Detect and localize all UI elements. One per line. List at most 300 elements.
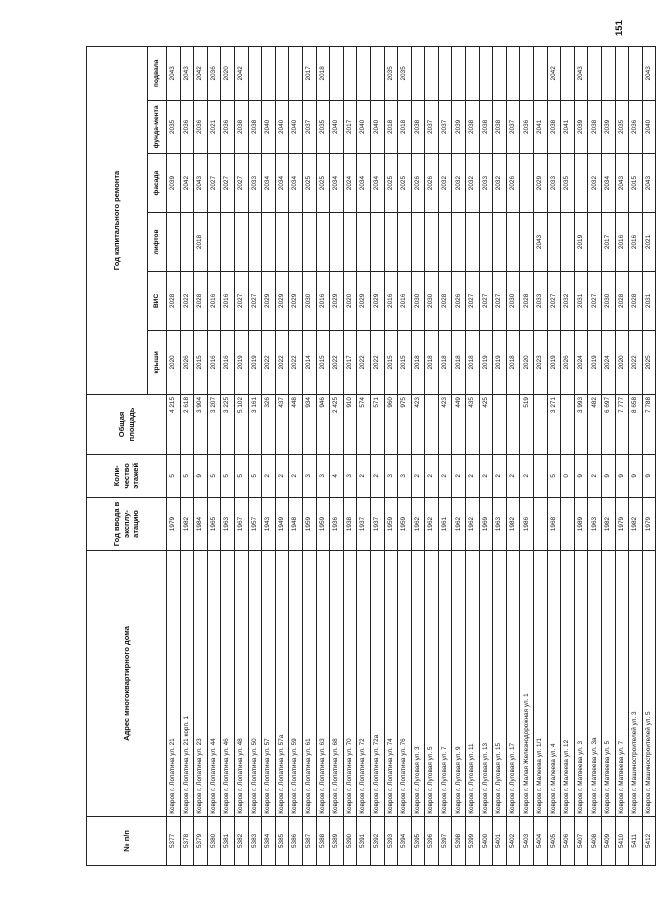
row-facade: [574, 154, 588, 213]
row-elevator: [425, 213, 439, 272]
row-number: 5391: [357, 816, 371, 865]
row-floors: 5: [248, 454, 262, 497]
row-year: 1989: [574, 497, 588, 551]
row-address: Ковров г. Лопатина ул. 21 корп. 1: [180, 551, 194, 817]
table-row: [302, 47, 316, 866]
row-facade: 2015: [629, 154, 643, 213]
row-facade: 2026: [425, 154, 439, 213]
row-year: 1937: [370, 497, 384, 551]
row-facade: 2029: [534, 154, 548, 213]
row-vis: 2029: [289, 271, 303, 330]
table-row: [370, 47, 384, 866]
row-floors: 2: [479, 454, 493, 497]
row-facade: 2032: [438, 154, 452, 213]
row-elevator: [180, 213, 194, 272]
row-number: 5409: [602, 816, 616, 865]
row-facade: 2039: [167, 154, 181, 213]
row-elevator: [316, 213, 330, 272]
row-basement: [479, 47, 493, 101]
row-roof: 2018: [452, 330, 466, 394]
row-vis: 2030: [602, 271, 616, 330]
row-facade: 2025: [384, 154, 398, 213]
row-roof: 2019: [493, 330, 507, 394]
row-elevator: [479, 213, 493, 272]
row-number: 5388: [316, 816, 330, 865]
row-number: 5380: [207, 816, 221, 865]
row-year: 1937: [357, 497, 371, 551]
row-address: Ковров г. Лопатина ул. 50: [248, 551, 262, 817]
row-address: Ковров г. Матвеева ул. 7: [615, 551, 629, 817]
row-floors: 9: [602, 454, 616, 497]
row-address: Ковров г. Машиностроителей ул. 3: [629, 551, 643, 817]
row-basement: [452, 47, 466, 101]
row-roof: 2015: [194, 330, 208, 394]
row-number: 5389: [330, 816, 344, 865]
row-roof: 2019: [547, 330, 561, 394]
row-year: 1959: [302, 497, 316, 551]
table-row: [602, 47, 616, 866]
row-area: 3 993: [574, 395, 588, 455]
row-floors: 2: [493, 454, 507, 497]
row-year: 1961: [438, 497, 452, 551]
row-facade: 2025: [316, 154, 330, 213]
row-basement: [248, 47, 262, 101]
row-area: 482: [588, 395, 602, 455]
row-elevator: [330, 213, 344, 272]
row-floors: 9: [194, 454, 208, 497]
row-year: 1963: [221, 497, 235, 551]
row-year: 1979: [167, 497, 181, 551]
row-vis: 2028: [438, 271, 452, 330]
row-year: 1948: [289, 497, 303, 551]
row-roof: 2019: [248, 330, 262, 394]
row-year: 1963: [493, 497, 507, 551]
row-area: 2 618: [180, 395, 194, 455]
housing-repair-table-wrap: [86, 46, 652, 866]
header-number: № п/п: [87, 816, 167, 865]
row-number: 5405: [547, 816, 561, 865]
row-area: 960: [384, 395, 398, 455]
table-body: [167, 47, 656, 866]
row-elevator: [207, 213, 221, 272]
row-number: 5383: [248, 816, 262, 865]
row-year: 1968: [547, 497, 561, 551]
row-foundation: 2018: [398, 100, 412, 154]
row-elevator: [234, 213, 248, 272]
row-floors: 2: [438, 454, 452, 497]
row-basement: 2020: [221, 47, 235, 101]
row-address: Ковров г. Малеева ул. 1/1: [534, 551, 548, 817]
row-roof: 2022: [275, 330, 289, 394]
row-foundation: 2037: [438, 100, 452, 154]
row-number: 5399: [466, 816, 480, 865]
row-basement: [343, 47, 357, 101]
row-year: 1959: [398, 497, 412, 551]
row-foundation: 2036: [194, 100, 208, 154]
header-facade: фасада: [148, 154, 167, 213]
row-year: 1979: [615, 497, 629, 551]
row-number: 5401: [493, 816, 507, 865]
row-area: 6 697: [602, 395, 616, 455]
row-address: Ковров г. Лопатина ул. 48: [234, 551, 248, 817]
row-address: Ковров г. Малеева ул. 4: [547, 551, 561, 817]
row-number: 5407: [574, 816, 588, 865]
row-address: Ковров г. Лопатина ул. 76: [398, 551, 412, 817]
row-foundation: 2039: [452, 100, 466, 154]
row-basement: 2043: [167, 47, 181, 101]
header-foundation: фунда-мента: [148, 100, 167, 154]
row-area: 934: [302, 395, 316, 455]
row-roof: 2022: [370, 330, 384, 394]
row-area: 3 225: [221, 395, 235, 455]
row-facade: 2042: [180, 154, 194, 213]
row-vis: 2031: [574, 271, 588, 330]
row-facade: 2043: [194, 154, 208, 213]
row-roof: 2014: [302, 330, 316, 394]
row-foundation: 2038: [248, 100, 262, 154]
table-row: [425, 47, 439, 866]
row-elevator: [547, 213, 561, 272]
row-basement: [602, 47, 616, 101]
row-foundation: 2040: [330, 100, 344, 154]
table-row: [493, 47, 507, 866]
row-floors: 9: [574, 454, 588, 497]
row-year: 1969: [479, 497, 493, 551]
row-vis: 2028: [629, 271, 643, 330]
row-elevator: [452, 213, 466, 272]
row-foundation: 2038: [479, 100, 493, 154]
row-area: [561, 395, 575, 455]
row-roof: 2019: [588, 330, 602, 394]
row-address: Ковров г. Лопатина ул. 68: [330, 551, 344, 817]
row-year: 1982: [506, 497, 520, 551]
row-floors: [534, 454, 548, 497]
row-address: Ковров г. Матвеева ул. 3: [574, 551, 588, 817]
row-elevator: [506, 213, 520, 272]
row-vis: 2029: [330, 271, 344, 330]
row-number: 5397: [438, 816, 452, 865]
row-foundation: 2017: [343, 100, 357, 154]
row-elevator: [493, 213, 507, 272]
row-year: 1984: [194, 497, 208, 551]
row-floors: 5: [221, 454, 235, 497]
row-foundation: 2038: [493, 100, 507, 154]
row-elevator: [466, 213, 480, 272]
row-facade: 2027: [221, 154, 235, 213]
row-facade: 2034: [330, 154, 344, 213]
row-facade: [520, 154, 534, 213]
row-address: Ковров г. Лопатина ул. 63: [316, 551, 330, 817]
row-vis: 2028: [194, 271, 208, 330]
row-basement: 2017: [302, 47, 316, 101]
row-roof: 2022: [262, 330, 276, 394]
row-floors: 2: [452, 454, 466, 497]
row-elevator: [384, 213, 398, 272]
row-year: 1982: [602, 497, 616, 551]
row-facade: 2025: [398, 154, 412, 213]
row-year: 1982: [180, 497, 194, 551]
row-year: 1936: [330, 497, 344, 551]
row-area: 8 658: [629, 395, 643, 455]
row-vis: 2030: [425, 271, 439, 330]
row-basement: [425, 47, 439, 101]
row-number: 5410: [615, 816, 629, 865]
row-area: [506, 395, 520, 455]
row-address: Ковров г. Лопатина ул. 21: [167, 551, 181, 817]
table-row: [221, 47, 235, 866]
table-row: [343, 47, 357, 866]
row-foundation: 2040: [642, 100, 656, 154]
row-year: 1965: [207, 497, 221, 551]
row-address: Ковров г. Луговая ул. 3: [411, 551, 425, 817]
row-elevator: 2017: [602, 213, 616, 272]
table-row: [520, 47, 534, 866]
row-number: 5390: [343, 816, 357, 865]
row-vis: 2016: [221, 271, 235, 330]
row-number: 5394: [398, 816, 412, 865]
row-roof: 2024: [574, 330, 588, 394]
row-address: Ковров г. Лопатина ул. 72: [357, 551, 371, 817]
row-vis: 2028: [520, 271, 534, 330]
row-area: 435: [466, 395, 480, 455]
row-vis: 2029: [275, 271, 289, 330]
row-elevator: [438, 213, 452, 272]
row-foundation: 2036: [180, 100, 194, 154]
row-vis: 2016: [207, 271, 221, 330]
table-row: [452, 47, 466, 866]
row-vis: 2031: [642, 271, 656, 330]
row-roof: 2016: [207, 330, 221, 394]
row-facade: 2035: [561, 154, 575, 213]
row-facade: 2025: [302, 154, 316, 213]
row-floors: 3: [384, 454, 398, 497]
table-row: [194, 47, 208, 866]
row-area: 519: [520, 395, 534, 455]
row-address: Ковров г. Луговая ул. 5: [425, 551, 439, 817]
row-basement: [466, 47, 480, 101]
row-basement: 2018: [316, 47, 330, 101]
row-number: 5379: [194, 816, 208, 865]
row-foundation: 2037: [425, 100, 439, 154]
row-area: 7 777: [615, 395, 629, 455]
row-year: 1967: [234, 497, 248, 551]
row-basement: [370, 47, 384, 101]
table-row: [384, 47, 398, 866]
row-facade: 2033: [479, 154, 493, 213]
housing-repair-table: [86, 46, 656, 866]
row-foundation: 2038: [588, 100, 602, 154]
row-elevator: [588, 213, 602, 272]
row-vis: 2033: [534, 271, 548, 330]
row-roof: 2019: [234, 330, 248, 394]
row-vis: 2032: [561, 271, 575, 330]
header-address: Адрес многоквартирного дома: [87, 551, 167, 817]
row-number: 5393: [384, 816, 398, 865]
row-elevator: [357, 213, 371, 272]
row-roof: 2026: [561, 330, 575, 394]
row-foundation: 2041: [534, 100, 548, 154]
row-number: 5392: [370, 816, 384, 865]
row-vis: 2022: [180, 271, 194, 330]
row-area: 437: [275, 395, 289, 455]
row-address: Ковров г. Лопатина ул. 59: [289, 551, 303, 817]
row-facade: 2043: [615, 154, 629, 213]
row-number: 5403: [520, 816, 534, 865]
row-address: Ковров г. Матвеева ул. 3а: [588, 551, 602, 817]
row-roof: 2026: [180, 330, 194, 394]
table-row: [398, 47, 412, 866]
row-vis: 2026: [452, 271, 466, 330]
row-roof: 2018: [425, 330, 439, 394]
row-basement: 2042: [194, 47, 208, 101]
row-elevator: [248, 213, 262, 272]
row-basement: [506, 47, 520, 101]
row-foundation: 2041: [561, 100, 575, 154]
row-foundation: 2038: [411, 100, 425, 154]
row-facade: 2034: [370, 154, 384, 213]
row-basement: [411, 47, 425, 101]
row-basement: [330, 47, 344, 101]
row-year: 1979: [642, 497, 656, 551]
row-year: [561, 497, 575, 551]
row-foundation: 2038: [547, 100, 561, 154]
row-roof: 2023: [534, 330, 548, 394]
row-vis: 2030: [302, 271, 316, 330]
row-floors: 3: [302, 454, 316, 497]
table-row: [642, 47, 656, 866]
row-area: [493, 395, 507, 455]
row-number: 5404: [534, 816, 548, 865]
table-row: [615, 47, 629, 866]
row-roof: 2022: [357, 330, 371, 394]
row-facade: 2032: [588, 154, 602, 213]
row-area: 326: [262, 395, 276, 455]
row-vis: 2027: [547, 271, 561, 330]
row-elevator: [561, 213, 575, 272]
row-address: Ковров г. Лопатина ул. 70: [343, 551, 357, 817]
page-number: 151: [614, 20, 625, 36]
row-vis: 2027: [588, 271, 602, 330]
row-facade: 2033: [547, 154, 561, 213]
row-elevator: [398, 213, 412, 272]
row-area: 423: [438, 395, 452, 455]
row-facade: 2027: [234, 154, 248, 213]
row-address: Ковров г. Лопатина ул. 57: [262, 551, 276, 817]
table-row: [167, 47, 181, 866]
row-roof: 2022: [289, 330, 303, 394]
table-row: [248, 47, 262, 866]
row-floors: 9: [629, 454, 643, 497]
row-basement: [493, 47, 507, 101]
table-row: [330, 47, 344, 866]
row-floors: 2: [506, 454, 520, 497]
row-year: 1957: [248, 497, 262, 551]
row-number: 5402: [506, 816, 520, 865]
row-address: Ковров г. Луговая ул. 11: [466, 551, 480, 817]
row-basement: [438, 47, 452, 101]
table-row: [466, 47, 480, 866]
row-facade: 2034: [289, 154, 303, 213]
header-row-1: [87, 47, 148, 866]
row-vis: 2016: [398, 271, 412, 330]
row-roof: 2020: [520, 330, 534, 394]
row-area: 975: [398, 395, 412, 455]
row-number: 5382: [234, 816, 248, 865]
table-row: [479, 47, 493, 866]
row-floors: 2: [425, 454, 439, 497]
table-row: [275, 47, 289, 866]
row-vis: 2027: [479, 271, 493, 330]
row-facade: 2043: [642, 154, 656, 213]
row-vis: 2027: [493, 271, 507, 330]
row-number: 5406: [561, 816, 575, 865]
row-area: [534, 395, 548, 455]
row-elevator: [343, 213, 357, 272]
row-basement: 2043: [180, 47, 194, 101]
row-foundation: 2040: [289, 100, 303, 154]
row-elevator: [167, 213, 181, 272]
row-vis: 2028: [615, 271, 629, 330]
row-vis: 2016: [316, 271, 330, 330]
row-year: 1963: [588, 497, 602, 551]
row-basement: [520, 47, 534, 101]
row-floors: 2: [466, 454, 480, 497]
header-vis: ВИС: [148, 271, 167, 330]
row-roof: 2016: [221, 330, 235, 394]
row-facade: 2034: [357, 154, 371, 213]
row-year: 1959: [384, 497, 398, 551]
row-area: [425, 395, 439, 455]
row-address: Ковров г. Луговая ул. 13: [479, 551, 493, 817]
row-floors: 3: [316, 454, 330, 497]
row-basement: [357, 47, 371, 101]
row-floors: 5: [207, 454, 221, 497]
row-foundation: 2036: [221, 100, 235, 154]
row-roof: 2015: [316, 330, 330, 394]
row-floors: 5: [167, 454, 181, 497]
table-row: [574, 47, 588, 866]
row-area: 423: [411, 395, 425, 455]
row-address: Ковров г. Машиностроителей ул. 5: [642, 551, 656, 817]
row-foundation: 2036: [520, 100, 534, 154]
row-vis: 2029: [370, 271, 384, 330]
header-year: Год ввода в эксплу-атацию: [87, 497, 167, 551]
row-address: Ковров г. Лопатина ул. 57а: [275, 551, 289, 817]
row-roof: 2018: [411, 330, 425, 394]
row-foundation: 2035: [167, 100, 181, 154]
row-address: Ковров г. Лопатина ул. 61: [302, 551, 316, 817]
table-row: [262, 47, 276, 866]
row-floors: 9: [642, 454, 656, 497]
row-address: Ковров г. Малеева ул. 12: [561, 551, 575, 817]
row-number: 5400: [479, 816, 493, 865]
row-roof: 2022: [330, 330, 344, 394]
row-floors: 3: [343, 454, 357, 497]
row-basement: [534, 47, 548, 101]
row-area: 574: [357, 395, 371, 455]
row-year: 1986: [520, 497, 534, 551]
row-facade: 2026: [411, 154, 425, 213]
row-number: 5385: [275, 816, 289, 865]
row-area: 5 102: [234, 395, 248, 455]
row-year: 1949: [275, 497, 289, 551]
row-floors: 2: [588, 454, 602, 497]
row-elevator: [221, 213, 235, 272]
row-facade: 2034: [602, 154, 616, 213]
table-row: [561, 47, 575, 866]
row-address: Ковров г. Луговая ул. 9: [452, 551, 466, 817]
row-address: Ковров г. Лопатина ул. 46: [221, 551, 235, 817]
